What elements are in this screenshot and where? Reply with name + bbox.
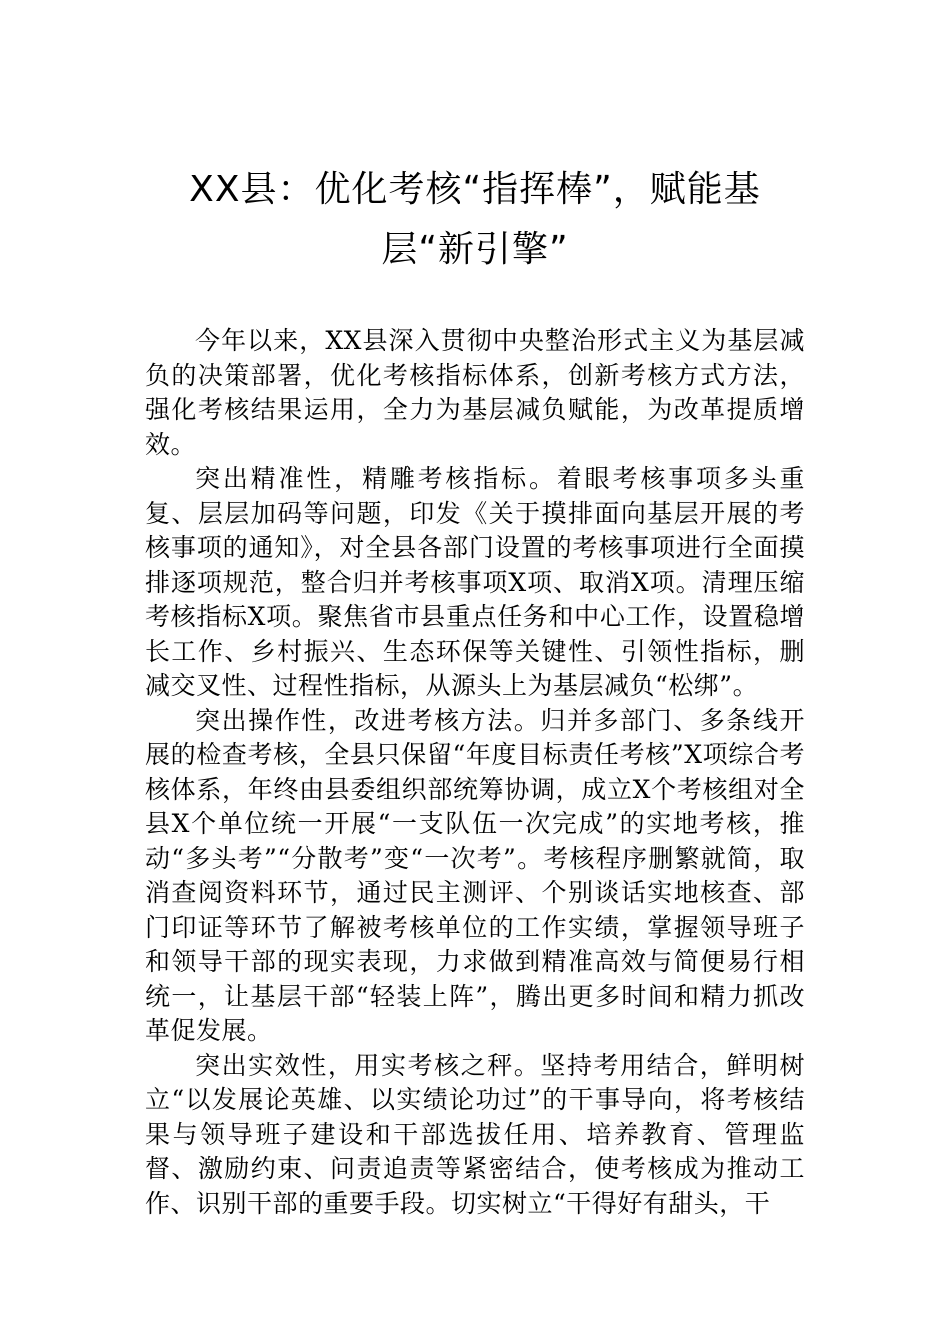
paragraph-intro: 今年以来，XX县深入贯彻中央整治形式主义为基层减负的决策部署，优化考核指标体系，创新考核方式方法，强化考核结果运用，全力为基层减负赋能，为改革提质增效。	[145, 326, 805, 459]
document-title: XX县：优化考核“指挥棒”，赋能基层“新引擎”	[189, 169, 761, 270]
paragraph-effectiveness: 突出实效性，用实考核之秤。坚持考用结合，鲜明树立“以发展论英雄、以实绩论功过”的干事导向，将考核结果与领导班子建设和干部选拔任用、培养教育、管理监督、激励约束、问责追责等紧密结合，使考核成为推动工作、识别干部的重要手段。切实树立“干得好有甜头，干	[145, 1050, 805, 1218]
document-body	[145, 324, 805, 1221]
paragraph-operability: 突出操作性，改进考核方法。归并多部门、多条线开展的检查考核，全县只保留“年度目标责任考核”X项综合考核体系，年终由县委组织部统筹协调，成立X个考核组对全县X个单位统一开展“一支队伍一次完成”的实地考核，推动“多头考”“分散考”变“一次考”。考核程序删繁就简，取消查阅资料环节，通过民主测评、个别谈话实地核查、部门印证等环节了解被考核单位的工作实绩，掌握领导班子和领导干部的现实表现，力求做到精准高效与简便易行相统一，让基层干部“轻装上阵”，腾出更多时间和精力抓改革促发展。	[145, 705, 805, 1045]
paragraph-precision: 突出精准性，精雕考核指标。着眼考核事项多头重复、层层加码等问题，印发《关于摸排面向基层开展的考核事项的通知》，对全县各部门设置的考核事项进行全面摸排逐项规范，整合归并考核事项X项、取消X项。清理压缩考核指标X项。聚焦省市县重点任务和中心工作，设置稳增长工作、乡村振兴、生态环保等关键性、引领性指标，删减交叉性、过程性指标，从源头上为基层减负“松绑”。	[145, 464, 805, 700]
